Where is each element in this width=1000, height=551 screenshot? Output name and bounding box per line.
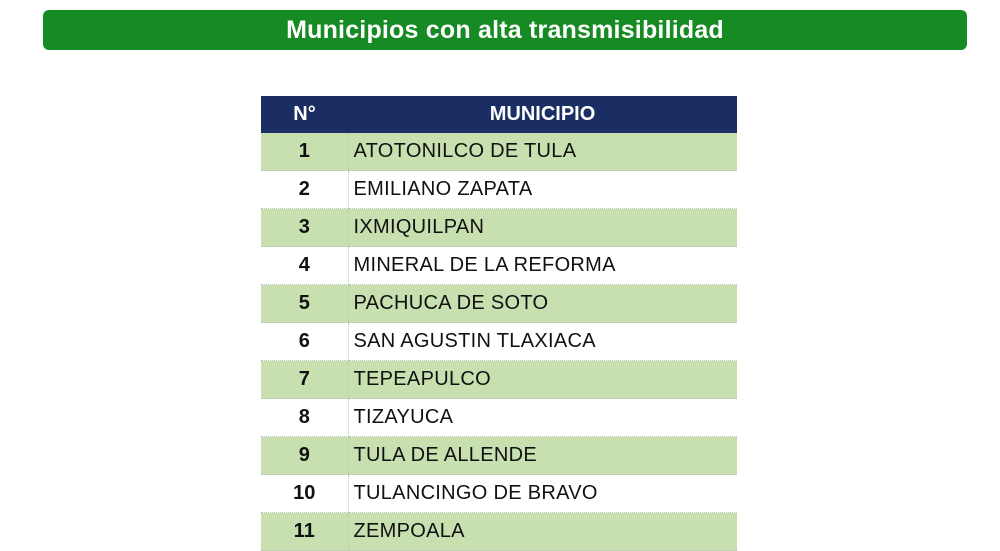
row-number: 9 — [261, 437, 348, 475]
row-number: 2 — [261, 171, 348, 209]
title-bar — [43, 10, 967, 50]
row-municipio: SAN AGUSTIN TLAXIACA — [348, 323, 737, 361]
row-municipio: TEPEAPULCO — [348, 361, 737, 399]
table-row — [261, 437, 737, 475]
municipios-table — [261, 96, 737, 551]
row-municipio: ZEMPOALA — [348, 513, 737, 551]
row-municipio: IXMIQUILPAN — [348, 209, 737, 247]
row-municipio: MINERAL DE LA REFORMA — [348, 247, 737, 285]
row-municipio: TULANCINGO DE BRAVO — [348, 475, 737, 513]
table-row — [261, 171, 737, 209]
table-row — [261, 285, 737, 323]
row-number: 4 — [261, 247, 348, 285]
table-row — [261, 475, 737, 513]
table-row — [261, 247, 737, 285]
table-row — [261, 323, 737, 361]
table-row — [261, 361, 737, 399]
row-number: 11 — [261, 513, 348, 551]
row-number: 10 — [261, 475, 348, 513]
header-number: N° — [261, 96, 348, 133]
table-row — [261, 399, 737, 437]
row-number: 6 — [261, 323, 348, 361]
page-title: Municipios con alta transmisibilidad — [286, 15, 724, 44]
row-municipio: TULA DE ALLENDE — [348, 437, 737, 475]
table-row — [261, 133, 737, 171]
row-municipio: TIZAYUCA — [348, 399, 737, 437]
table-header-row — [261, 96, 737, 133]
row-municipio: ATOTONILCO DE TULA — [348, 133, 737, 171]
row-number: 1 — [261, 133, 348, 171]
municipios-table-container — [261, 96, 737, 551]
row-number: 3 — [261, 209, 348, 247]
row-municipio: EMILIANO ZAPATA — [348, 171, 737, 209]
row-number: 8 — [261, 399, 348, 437]
row-number: 7 — [261, 361, 348, 399]
row-municipio: PACHUCA DE SOTO — [348, 285, 737, 323]
table-row — [261, 513, 737, 551]
header-municipio: MUNICIPIO — [348, 96, 737, 133]
table-row — [261, 209, 737, 247]
row-number: 5 — [261, 285, 348, 323]
